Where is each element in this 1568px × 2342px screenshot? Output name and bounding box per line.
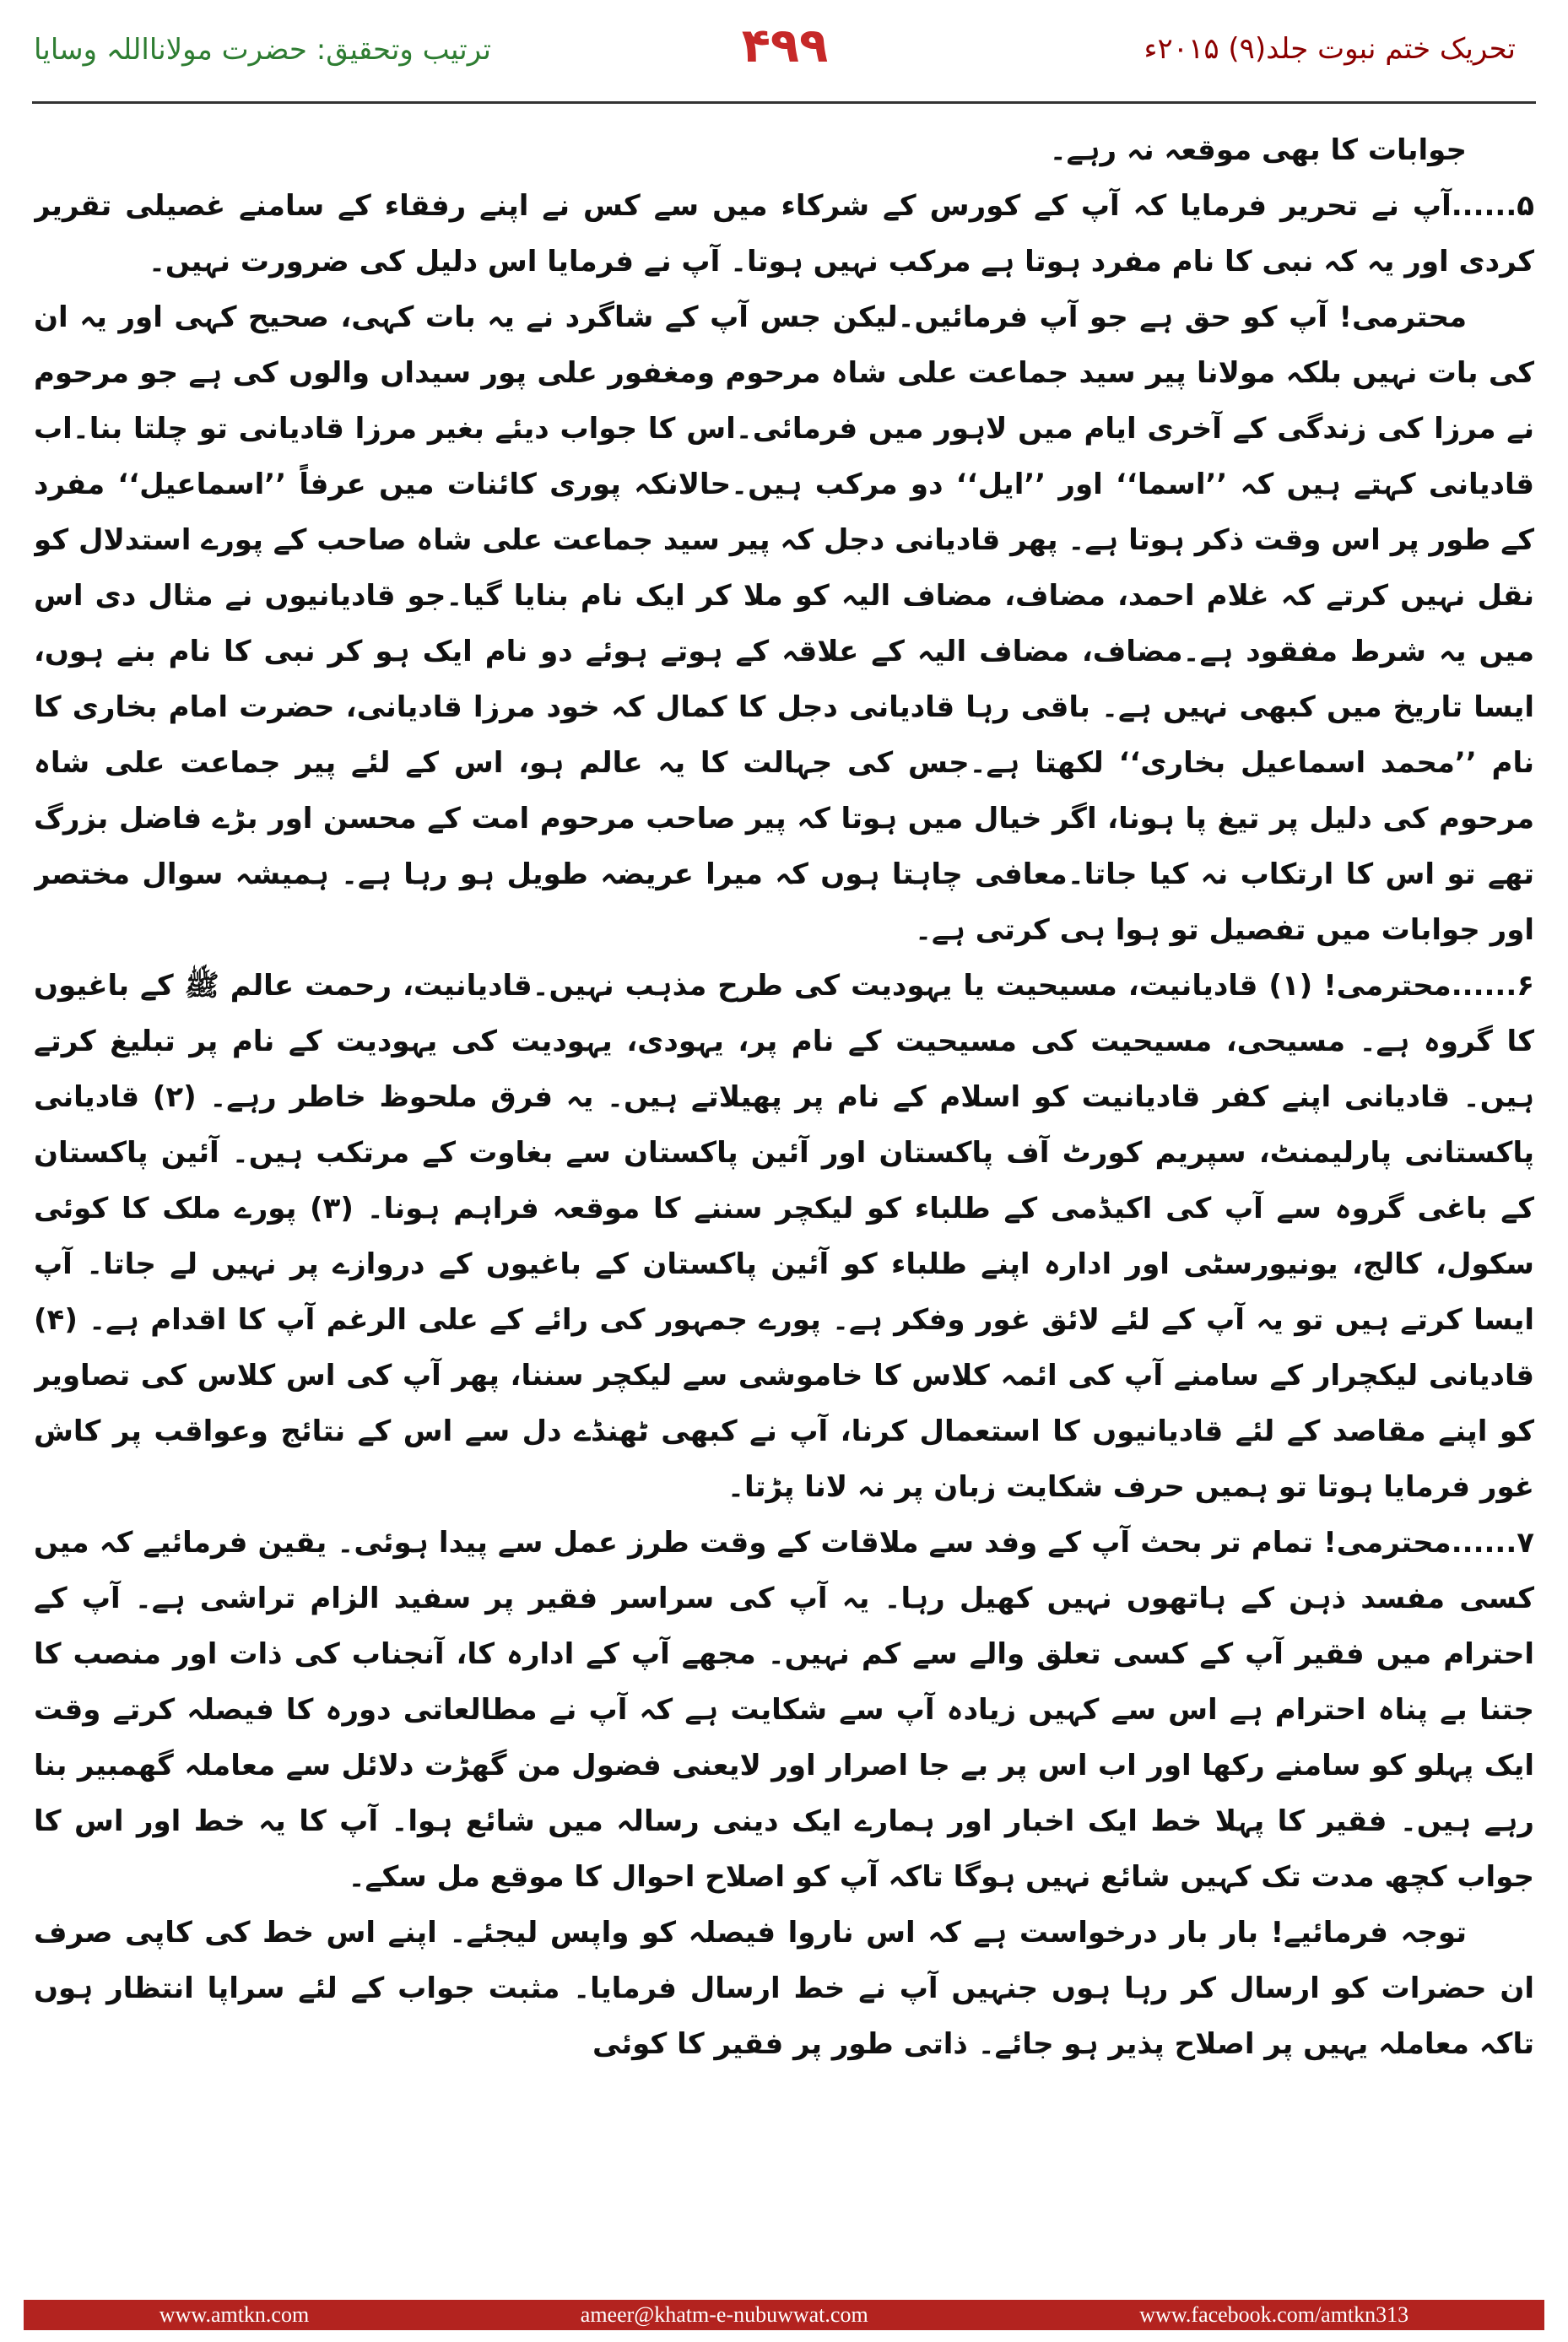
paragraph	[34, 1515, 1534, 1905]
compiler-credit: ترتیب وتحقیق: حضرت مولانااللہ وسایا	[34, 33, 491, 67]
page-body	[34, 122, 1534, 2237]
page-footer	[24, 2300, 1544, 2330]
paragraph-number: ۵......	[1451, 189, 1534, 223]
paragraph-text: محترمی! (۱) قادیانیت، مسیحیت یا یہودیت کی طرح مذہب نہیں۔قادیانیت، رحمت عالم ﷺ کے باغیوں کا گروہ ہے۔ مسیحی، مسیحیت کی مسیحیت کے نام پر، یہودی، یہودیت کی یہودیت کے نام پر تبلیغ کرتے ہیں۔ قادیانی اپنے کفر قادیانیت کو اسلام کے نام پر پھیلاتے ہیں۔ یہ فرق ملحوظ خاطر رہے۔ (۲) قادیانی پاکستانی پارلیمنٹ، سپریم کورٹ آف پاکستان اور آئین پاکستان سے بغاوت کے مرتکب ہیں۔ آئین پاکستان کے باغی گروہ سے آپ کی اکیڈمی کے طلباء کو لیکچر سننے کا موقعہ فراہم ہونا۔ (۳) پورے ملک کا کوئی سکول، کالج، یونیورسٹی اور ادارہ اپنے طلباء کو آئین پاکستان کے باغیوں کے دروازے پر نہیں لے جاتا۔ آپ ایسا کرتے ہیں تو یہ آپ کے لئے لائق غور وفکر ہے۔ پورے جمہور کی رائے کے علی الرغم آپ کا اقدام ہے۔ (۴) قادیانی لیکچرار کے سامنے آپ کی ائمہ کلاس کا خاموشی سے لیکچر سننا، پھر آپ کی اس کلاس کی تصاویر کو اپنے مقاصد کے لئے قادیانیوں کا استعمال کرنا، آپ نے کبھی ٹھنڈے دل سے اس کے نتائج وعواقب پر کاش غور فرمایا ہوتا تو ہمیں حرف شکایت زبان پر نہ لانا پڑتا۔	[34, 969, 1534, 1504]
paragraph-text: محترمی! تمام تر بحث آپ کے وفد سے ملاقات کے وقت طرز عمل سے پیدا ہوئی۔ یقین فرمائیے کہ میں کسی مفسد ذہن کے ہاتھوں نہیں کھیل رہا۔ یہ آپ کی سراسر فقیر پر سفید الزام تراشی ہے۔ آپ کے احترام میں فقیر آپ کے کسی تعلق والے سے کم نہیں۔ مجھے آپ کے ادارہ کا، آنجناب کی ذات اور منصب کا جتنا بے پناہ احترام ہے اس سے کہیں زیادہ آپ سے شکایت ہے کہ آپ نے مطالعاتی دورہ کا فیصلہ کرتے وقت ایک پہلو کو سامنے رکھا اور اب اس پر بے جا اصرار اور لایعنی فضول من گھڑت دلائل سے معاملہ گھمبیر بنا رہے ہیں۔ فقیر کا پہلا خط ایک اخبار اور ہمارے ایک دینی رسالہ میں شائع ہوا۔ آپ کا یہ خط اور اس کا جواب کچھ مدت تک کہیں شائع نہیں ہوگا تاکہ آپ کو اصلاح احوال کا موقع مل سکے۔	[34, 1526, 1534, 1894]
paragraph-text: آپ نے تحریر فرمایا کہ آپ کے کورس کے شرکاء میں سے کس نے اپنے رفقاء کے سامنے غصیلی تقریر کردی اور یہ کہ نبی کا نام مفرد ہوتا ہے مرکب نہیں ہوتا۔ آپ نے فرمایا اس دلیل کی ضرورت نہیں۔	[34, 189, 1534, 279]
paragraph-number: ۶......	[1451, 969, 1534, 1003]
paragraph-text: توجہ فرمائیے! بار بار درخواست ہے کہ اس ناروا فیصلہ کو واپس لیجئے۔ اپنے اس خط کی کاپی صرف ان حضرات کو ارسال کر رہا ہوں جنہیں آپ نے خط ارسال فرمایا۔ مثبت جواب کے لئے سراپا انتظار ہوں تاکہ معاملہ یہیں پر اصلاح پذیر ہو جائے۔ ذاتی طور پر فقیر کا کوئی	[34, 1916, 1534, 2061]
paragraph	[34, 958, 1534, 1515]
paragraph	[34, 122, 1534, 178]
email-link[interactable]: ameer@khatm-e-nubuwwat.com	[580, 2302, 868, 2327]
paragraph	[34, 1905, 1534, 2072]
page-header	[0, 0, 1568, 127]
paragraph-text: جوابات کا بھی موقعہ نہ رہے۔	[1049, 133, 1467, 167]
paragraph	[34, 289, 1534, 958]
book-title: تحریک ختم نبوت جلد(۹) ۲۰۱۵ء	[1144, 32, 1516, 66]
paragraph-text: محترمی! آپ کو حق ہے جو آپ فرمائیں۔لیکن جس آپ کے شاگرد نے یہ بات کہی، صحیح کہی اور یہ ان کی بات نہیں بلکہ مولانا پیر سید جماعت علی شاہ مرحوم ومغفور علی پور سیداں والوں کی ہے جو مرحوم نے مرزا کی زندگی کے آخری ایام میں لاہور میں فرمائی۔اس کا جواب دیئے بغیر مرزا قادیانی تو چلتا بنا۔اب قادیانی کہتے ہیں کہ ’’اسما‘‘ اور ’’ایل‘‘ دو مرکب ہیں۔حالانکہ پوری کائنات میں عرفاً ’’اسماعیل‘‘ مفرد کے طور پر اس وقت ذکر ہوتا ہے۔ پھر قادیانی دجل کہ پیر سید جماعت علی شاہ صاحب کے پورے استدلال کو نقل نہیں کرتے کہ غلام احمد، مضاف، مضاف الیہ کو ملا کر ایک نام بنایا گیا۔جو قادیانیوں نے مثال دی اس میں یہ شرط مفقود ہے۔مضاف، مضاف الیہ کے علاقہ کے ہوتے ہوئے دو نام ایک ہو کر نبی کا نام بنے ہوں، ایسا تاریخ میں کبھی نہیں ہے۔ باقی رہا قادیانی دجل کا کمال کہ خود مرزا قادیانی، حضرت امام بخاری کا نام ’’محمد اسماعیل بخاری‘‘ لکھتا ہے۔جس کی جہالت کا یہ عالم ہو، اس کے لئے پیر جماعت علی شاہ مرحوم کی دلیل پر تیغ پا ہونا، اگر خیال میں ہوتا کہ پیر صاحب مرحوم امت کے محسن اور بڑے فاضل بزرگ تھے تو اس کا ارتکاب نہ کیا جاتا۔معافی چاہتا ہوں کہ میرا عریضہ طویل ہو رہا ہے۔ ہمیشہ سوال مختصر اور جوابات میں تفصیل تو ہوا ہی کرتی ہے۔	[34, 300, 1534, 947]
page-number: ۴۹۹	[741, 19, 829, 73]
paragraph	[34, 178, 1534, 289]
header-divider	[32, 101, 1536, 104]
paragraph-number: ۷......	[1451, 1526, 1534, 1560]
website-link[interactable]: www.amtkn.com	[159, 2302, 310, 2327]
facebook-link[interactable]: www.facebook.com/amtkn313	[1139, 2302, 1409, 2327]
